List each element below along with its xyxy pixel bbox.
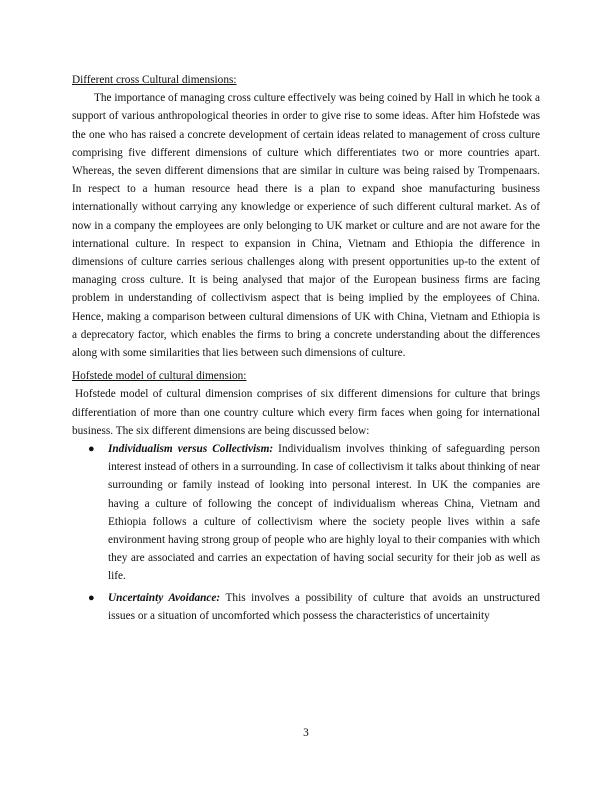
dimension-term: Uncertainty Avoidance: — [108, 591, 221, 604]
dimension-list — [72, 440, 540, 625]
bullet-icon: ● — [88, 443, 95, 456]
page-number: 3 — [303, 727, 309, 739]
page-content — [72, 71, 540, 628]
list-item — [72, 440, 540, 586]
paragraph-hofstede: Hofstede model of cultural dimension comprises of six different dimensions for culture that brings differentiation of more than one country culture which every firm faces when going for international business. The six different dimensions are being discussed below: — [72, 388, 540, 437]
dimension-term: Individualism versus Collectivism: — [108, 443, 274, 456]
section-heading-cross-cultural: Different cross Cultural dimensions: — [72, 74, 237, 86]
section-heading-hofstede: Hofstede model of cultural dimension: — [72, 370, 247, 383]
dimension-description: Individualism involves thinking of safeguarding person interest instead of others in a surrounding. In case of collectivism it talks about thinking of near surrounding or family instead of looking into personal interest. In UK the companies are having a culture of following the concept of individualism whereas China, Vietnam and Ethiopia follows a culture of collectivism where the society people lives within a safe environment having strong group of people who are highly loyal to their companies with which they are associated and carries an expectation of having social security for their job as well as life. — [108, 443, 540, 583]
bullet-icon: ● — [88, 591, 95, 604]
dimension-description: This involves a possibility of culture that avoids an unstructured issues or a situation of uncomforted which possess the characteristics of uncertainity — [108, 591, 540, 622]
list-item — [72, 589, 540, 625]
paragraph-cross-cultural: The importance of managing cross culture effectively was being coined by Hall in which he took a support of various anthropological theories in order to give rise to some ideas. After him Hofstede was the one who has raised a concrete development of certain ideas related to management of cross culture comprising five different dimensions of culture which differentiates two or more countries apart. Whereas, the seven different dimensions that are similar in culture was being raised by Trompenaars. In respect to a human resource head there is a plan to expand shoe manufacturing business internationally without carrying any knowledge or experience of such different cultural market. As of now in a company the employees are only belonging to UK market or culture and are not aware for the international culture. In respect to expansion in China, Vietnam and Ethiopia the difference in dimensions of culture carries serious challenges along with present opportunities up-to the extent of managing cross culture. It is being analysed that major of the European business firms are facing problem in understanding of collectivism aspect that is being implied by the employees of China. Hence, making a comparison between cultural dimensions of UK with China, Vietnam and Ethiopia is a deprecatory factor, which enables the firms to bring a concrete understanding about the differences along with some similarities that lies between such dimensions of culture. — [72, 92, 540, 360]
